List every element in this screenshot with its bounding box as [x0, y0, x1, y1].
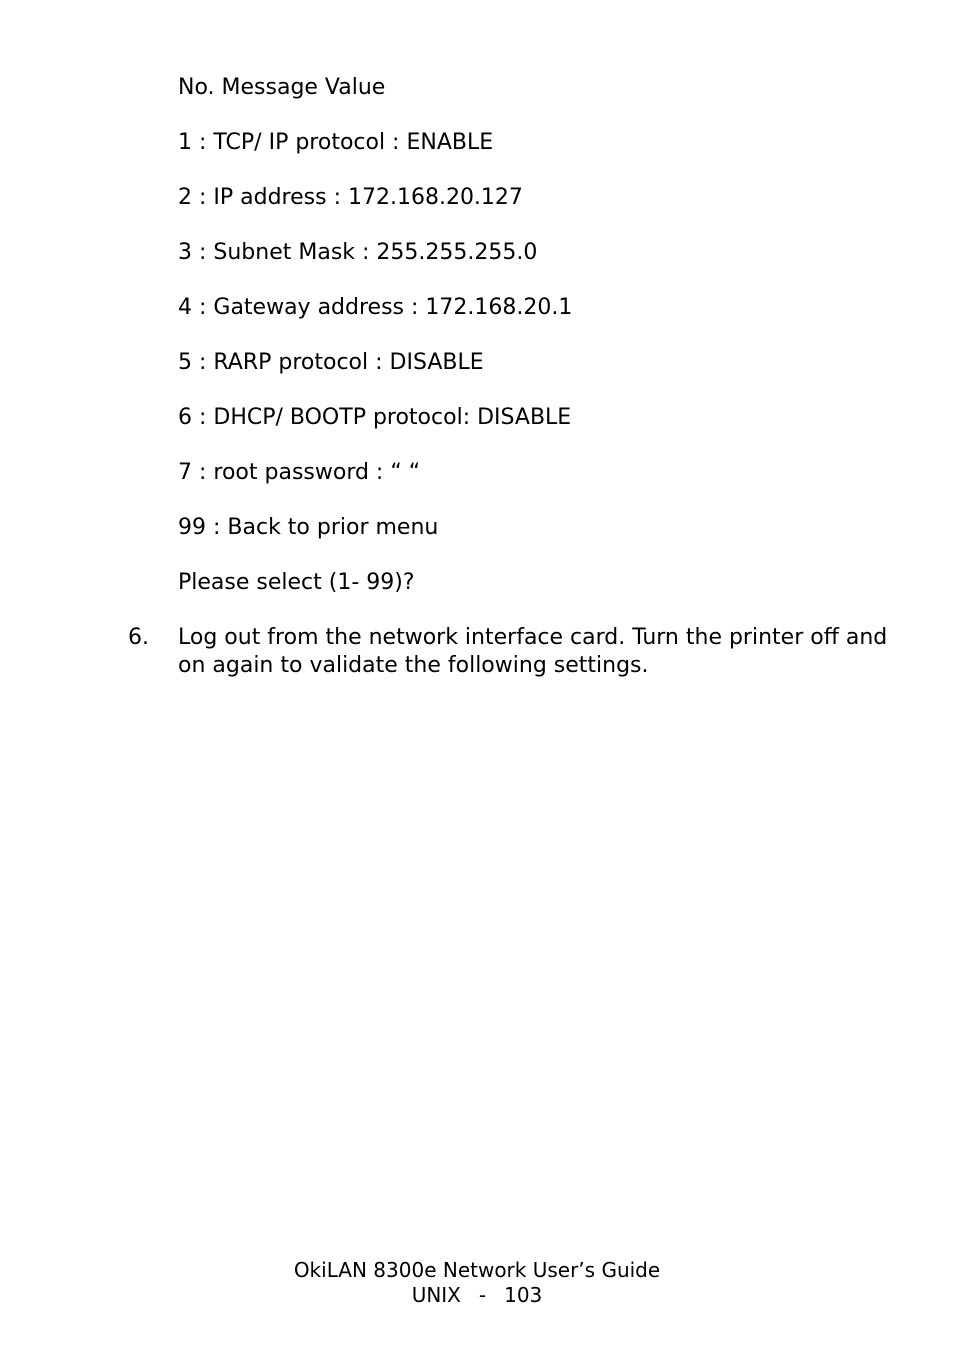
menu-line: 1 : TCP/ IP protocol : ENABLE	[178, 130, 494, 155]
menu-line: 2 : IP address : 172.168.20.127	[178, 185, 523, 210]
menu-line: 3 : Subnet Mask : 255.255.255.0	[178, 240, 538, 265]
menu-line: 7 : root password : “ “	[178, 460, 421, 485]
menu-prompt: Please select (1- 99)?	[178, 570, 415, 595]
menu-line: 5 : RARP protocol : DISABLE	[178, 350, 484, 375]
footer-separator: -	[478, 1283, 487, 1307]
footer-page-number: 103	[504, 1283, 543, 1307]
menu-line: 4 : Gateway address : 172.168.20.1	[178, 295, 573, 320]
menu-line: 6 : DHCP/ BOOTP protocol: DISABLE	[178, 405, 572, 430]
footer-title: OkiLAN 8300e Network User’s Guide	[293, 1258, 661, 1282]
step-text: Log out from the network interface card. Turn the printer off and on again to validate the following settings.	[178, 625, 888, 678]
footer-page-info	[0, 1283, 954, 1308]
footer-section: UNIX	[411, 1283, 461, 1307]
menu-line: 99 : Back to prior menu	[178, 515, 439, 540]
menu-header: No. Message Value	[178, 75, 386, 100]
step-number: 6.	[128, 625, 149, 650]
